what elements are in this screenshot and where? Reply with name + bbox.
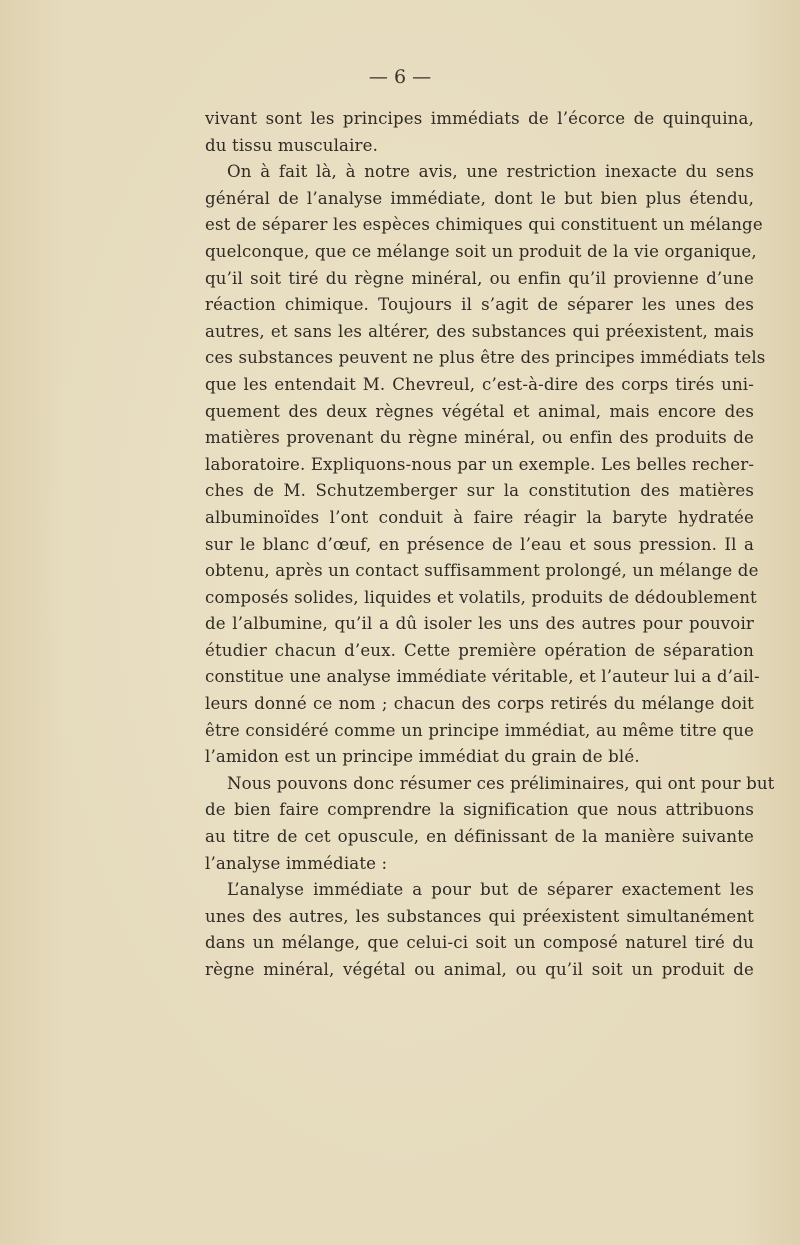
text-line: dans un mélange, que celui-ci soit un composé naturel tiré du — [205, 933, 754, 953]
text-line: l’analyse immédiate : — [205, 853, 388, 873]
text-line: sur le blanc d’œuf, en présence de l’eau et sous pression. Il a — [205, 534, 754, 554]
text-line: On à fait là, à notre avis, une restriction inexacte du sens — [227, 162, 754, 182]
text-line: de l’albumine, qu’il a dû isoler les uns des autres pour pouvoir — [205, 614, 754, 634]
text-line: composés solides, liquides et volatils, produits de dédoublement — [205, 587, 757, 607]
text-line: l’amidon est un principe immédiat du grain de blé. — [205, 747, 640, 767]
text-line: étudier chacun d’eux. Cette première opération de séparation — [205, 640, 754, 660]
text-line: général de l’analyse immédiate, dont le but bien plus étendu, — [205, 188, 754, 208]
text-line: matières provenant du règne minéral, ou enfin des produits de — [205, 428, 754, 448]
text-line: quement des deux règnes végétal et animal, mais encore des — [205, 401, 754, 421]
text-line: de bien faire comprendre la signification que nous attribuons — [205, 800, 754, 820]
text-line: obtenu, après un contact suffisamment prolongé, un mélange de — [205, 561, 759, 581]
text-line: laboratoire. Expliquons-nous par un exemple. Les belles recher- — [205, 454, 755, 474]
text-line: du tissu musculaire. — [205, 135, 379, 155]
page-number: — 6 — — [368, 66, 432, 88]
text-line: L’analyse immédiate a pour but de séparer exactement les — [227, 880, 754, 900]
text-line: constitue une analyse immédiate véritable, et l’auteur lui a d’ail- — [205, 667, 760, 687]
text-line: au titre de cet opuscule, en définissant de la manière suivante — [205, 827, 754, 847]
text-line: Nous pouvons donc résumer ces préliminaires, qui ont pour but — [227, 773, 775, 793]
text-line: être considéré comme un principe immédiat, au même titre que — [205, 720, 754, 740]
text-line: unes des autres, les substances qui préexistent simultanément — [205, 906, 754, 926]
body-text — [205, 106, 775, 984]
text-line: est de séparer les espèces chimiques qui constituent un mélange — [205, 215, 763, 235]
text-line: autres, et sans les altérer, des substances qui préexistent, mais — [205, 321, 754, 341]
text-line: leurs donné ce nom ; chacun des corps retirés du mélange doit — [205, 694, 754, 714]
text-line: que les entendait M. Chevreul, c’est-à-dire des corps tirés uni- — [205, 374, 754, 394]
text-line: réaction chimique. Toujours il s’agit de séparer les unes des — [205, 295, 754, 315]
text-line: qu’il soit tiré du règne minéral, ou enfin qu’il provienne d’une — [205, 268, 754, 288]
text-line: albuminoïdes l’ont conduit à faire réagir la baryte hydratée — [205, 507, 754, 527]
text-line: ces substances peuvent ne plus être des principes immédiats tels — [205, 348, 766, 368]
text-line: ches de M. Schutzemberger sur la constitution des matières — [205, 481, 754, 501]
text-line: quelconque, que ce mélange soit un produit de la vie organique, — [205, 241, 757, 261]
text-line: règne minéral, végétal ou animal, ou qu’il soit un produit de — [205, 960, 754, 979]
text-line: vivant sont les principes immédiats de l’écorce de quinquina, — [205, 109, 754, 128]
